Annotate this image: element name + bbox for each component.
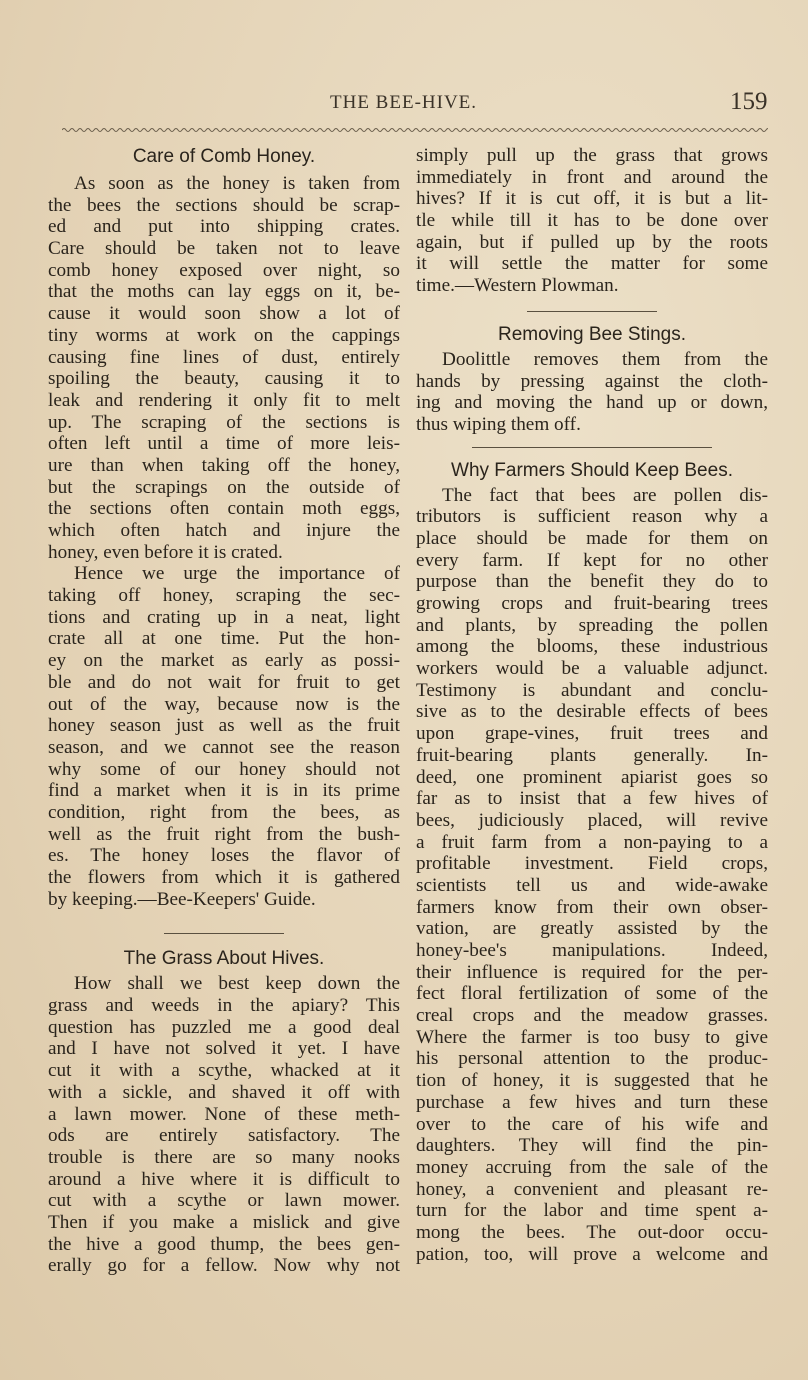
text-line: season, and we cannot see the reason: [48, 736, 400, 758]
text-line: immediately in front and around the: [416, 166, 768, 188]
text-line: upon grape-vines, fruit trees and: [416, 723, 768, 745]
text-line: crate all at one time. Put the hon-: [48, 628, 400, 650]
text-line: over to the care of his wife and: [416, 1113, 768, 1135]
text-line: workers would be a valuable adjunct.: [416, 658, 768, 680]
text-line: tiny worms at work on the cappings: [48, 324, 400, 346]
text-line: profitable investment. Field crops,: [416, 853, 768, 875]
text-line: why some of our honey should not: [48, 758, 400, 780]
text-line: purpose than the benefit they do to: [416, 571, 768, 593]
text-line: up. The scraping of the sections is: [48, 411, 400, 433]
text-line: cut with a scythe or lawn mower.: [48, 1190, 400, 1212]
text-line: find a market when it is in its prime: [48, 780, 400, 802]
text-line: cut it with a scythe, whacked at it: [48, 1060, 400, 1082]
text-line: grass and weeds in the apiary? This: [48, 995, 400, 1017]
text-line: trouble is there are so many nooks: [48, 1146, 400, 1168]
header-wavy-rule: [62, 125, 768, 135]
text-line: but the scrapings on the outside of: [48, 476, 400, 498]
article-divider: [164, 933, 284, 934]
heading-care-of-comb-honey: Care of Comb Honey.: [132, 146, 316, 167]
text-line: hands by pressing against the cloth-: [416, 370, 768, 392]
text-line: Doolittle removes them from the: [442, 348, 768, 370]
text-line: which often hatch and injure the: [48, 520, 400, 541]
text-line: tions and crating up in a neat, light: [48, 606, 400, 628]
text-line: time.—Western Plowman.: [416, 275, 619, 297]
text-line: turn for the labor and time spent a-: [416, 1200, 768, 1222]
text-line: How shall we best keep down the: [74, 973, 400, 995]
article-grass-about-hives: [48, 973, 400, 1277]
text-line: place should be made for them on: [416, 527, 768, 549]
text-line: ing and moving the hand up or down,: [416, 392, 768, 414]
text-line: daughters. They will find the pin-: [416, 1135, 768, 1157]
text-line: honey-bee's manipulations. Indeed,: [416, 940, 768, 961]
text-line: their influence is required for the per-: [416, 961, 768, 983]
text-line: far as to insist that a few hives of: [416, 788, 768, 810]
text-line: among the blooms, these industrious: [416, 636, 768, 658]
text-line: the flowers from which it is gathered: [48, 867, 400, 888]
text-line: taking off honey, scraping the sec-: [48, 585, 400, 607]
text-line: the hive a good thump, the bees gen-: [48, 1233, 400, 1255]
text-line: pation, too, will prove a welcome and: [416, 1243, 768, 1265]
text-line: often left until a time of more leis-: [48, 433, 400, 455]
text-line: and plants, by spreading the pollen: [416, 614, 768, 636]
text-line: sive as to the desirable effects of bees: [416, 701, 768, 723]
text-line: tle while till it has to be done over: [416, 210, 768, 232]
text-line: causing fine lines of dust, entirely: [48, 346, 400, 368]
right-column: [416, 140, 768, 1265]
text-line: tributors is sufficient reason why a: [416, 506, 768, 528]
article-grass-continued: [416, 145, 768, 297]
text-line: mong the bees. The out-door occu-: [416, 1221, 768, 1243]
article-divider: [527, 311, 657, 312]
page-number: 159: [730, 88, 768, 115]
text-line: again, but if pulled up by the roots: [416, 231, 768, 253]
text-line: spoiling the beauty, causing it to: [48, 368, 400, 390]
text-line: fect floral fertilization of some of the: [416, 983, 768, 1005]
running-title: THE BEE-HIVE.: [330, 92, 478, 113]
text-line: cause it would soon show a lot of: [48, 303, 400, 325]
text-line: As soon as the honey is taken from: [74, 173, 400, 194]
text-line: simply pull up the grass that grows: [416, 145, 768, 166]
text-line: the bees the sections should be scrap-: [48, 194, 400, 216]
text-line: it will settle the matter for some: [416, 253, 768, 275]
heading-why-farmers-keep-bees: Why Farmers Should Keep Bees.: [451, 459, 733, 481]
text-line: Then if you make a mislick and give: [48, 1211, 400, 1233]
heading-removing-bee-stings: Removing Bee Stings.: [498, 323, 686, 345]
text-line: leak and rendering it only fit to melt: [48, 389, 400, 411]
text-line: scientists tell us and wide-awake: [416, 874, 768, 896]
text-line: Care should be taken not to leave: [48, 238, 400, 260]
text-line: The fact that bees are pollen dis-: [442, 484, 768, 506]
text-line: farmers know from their own obser-: [416, 896, 768, 918]
text-line: the sections often contain moth eggs,: [48, 498, 400, 520]
text-line: deed, one prominent apiarist goes so: [416, 766, 768, 788]
text-line: Testimony is abundant and conclu-: [416, 679, 768, 701]
text-line: his personal attention to the produc-: [416, 1048, 768, 1070]
text-line: condition, right from the bees, as: [48, 801, 400, 823]
text-line: es. The honey loses the flavor of: [48, 845, 400, 867]
text-line: question has puzzled me a good deal: [48, 1016, 400, 1038]
text-line: Where the farmer is too busy to give: [416, 1026, 768, 1048]
text-line: comb honey exposed over night, so: [48, 259, 400, 281]
text-line: creal crops and the meadow grasses.: [416, 1005, 768, 1027]
text-line: thus wiping them off.: [416, 413, 581, 435]
text-line: hives? If it is cut off, it is but a lit-: [416, 188, 768, 210]
text-line: with a sickle, and shaved it off with: [48, 1081, 400, 1103]
text-line: vation, are greatly assisted by the: [416, 918, 768, 940]
article-divider: [472, 447, 712, 448]
text-line: honey, a convenient and pleasant re-: [416, 1178, 768, 1200]
text-line: every farm. If kept for no other: [416, 549, 768, 571]
article-why-farmers-keep-bees: [416, 485, 768, 1266]
text-line: a fruit farm from a non-paying to a: [416, 831, 768, 853]
article-removing-bee-stings: [416, 349, 768, 436]
left-column: [48, 140, 400, 1277]
text-line: ure than when taking off the honey,: [48, 454, 400, 476]
text-line: honey, even before it is crated.: [48, 541, 283, 563]
text-line: that the moths can lay eggs on it, be-: [48, 281, 400, 303]
text-line: ods are entirely satisfactory. The: [48, 1125, 400, 1147]
text-line: fruit-bearing plants generally. In-: [416, 744, 768, 766]
text-line: tion of honey, it is suggested that he: [416, 1070, 768, 1092]
text-line: Hence we urge the importance of: [74, 563, 400, 585]
text-line: ble and do not wait for fruit to get: [48, 671, 400, 693]
text-line: ed and put into shipping crates.: [48, 216, 400, 238]
text-line: honey season just as well as the fruit: [48, 715, 400, 737]
text-line: ey on the market as early as possi-: [48, 650, 400, 672]
text-line: a lawn mower. None of these meth-: [48, 1103, 400, 1125]
text-line: and I have not solved it yet. I have: [48, 1038, 400, 1060]
text-line: well as the fruit right from the bush-: [48, 823, 400, 845]
page-header: [0, 88, 808, 122]
text-line: erally go for a fellow. Now why not: [48, 1255, 400, 1277]
article-care-of-comb-honey: [48, 173, 400, 910]
text-line: around a hive where it is difficult to: [48, 1168, 400, 1190]
text-line: purchase a few hives and turn these: [416, 1091, 768, 1113]
text-line: out of the way, because now is the: [48, 693, 400, 715]
heading-grass-about-hives: The Grass About Hives.: [123, 948, 325, 970]
text-line: bees, judiciously placed, will revive: [416, 809, 768, 831]
text-line: money accruing from the sale of the: [416, 1156, 768, 1178]
text-line: by keeping.—Bee-Keepers' Guide.: [48, 888, 316, 910]
text-line: growing crops and fruit-bearing trees: [416, 593, 768, 614]
